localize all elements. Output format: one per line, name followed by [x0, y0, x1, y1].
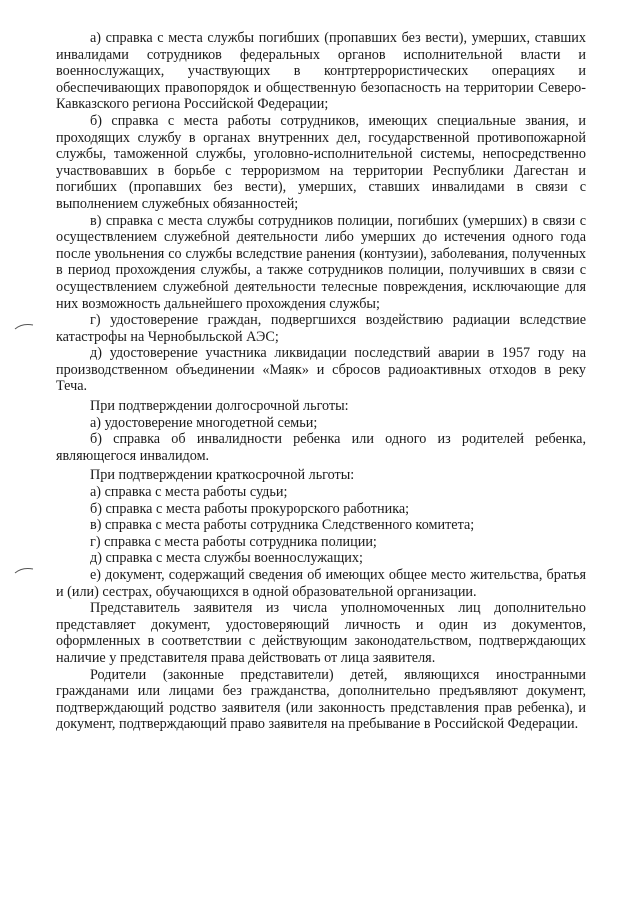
- paragraph-d-mayak: д) удостоверение участника ликвидации последствий аварии в 1957 году на производственном объединении «Маяк» и сбросов радиоактивных отходов в реку Теча.: [56, 345, 586, 395]
- list-item-prosecutor: б) справка с места работы прокурорского работника;: [90, 500, 410, 517]
- paragraph-b-dagestan: б) справка с места работы сотрудников, имеющих специальные звания, и проходящих службу в органах внутренних дел, государственной противопожарной службы, таможенной службы, уголовно-исполнительной системы, непосредственно участвовавших в борьбе с терроризмом на территории Республики Дагестан и погибших (пропавших без вести), умерших, ставших инвалидами в связи с выполнением служебных обязанностей;: [56, 112, 586, 212]
- margin-mark: [14, 322, 34, 330]
- list-item-military: д) справка с места службы военнослужащих;: [90, 550, 363, 567]
- list-item-judge: а) справка с места работы судьи;: [90, 484, 288, 501]
- list-item-siblings: е) документ, содержащий сведения об имеющих общее место жительства, братья и (или) сестрах, обучающихся в одной образовательной организации.: [56, 567, 586, 600]
- paragraph-a-north-caucasus: а) справка с места службы погибших (пропавших без вести), умерших, ставших инвалидами сотрудников федеральных органов исполнительной власти и военнослужащих, участвующих в контртеррористических операциях и обеспечивающих правопорядок и общественную безопасность на территории Северо-Кавказского региона Российской Федерации;: [56, 30, 586, 113]
- margin-mark: [14, 566, 34, 574]
- list-item-investigative-committee: в) справка с места работы сотрудника Следственного комитета;: [90, 517, 475, 534]
- list-item-police-officer: г) справка с места работы сотрудника полиции;: [90, 533, 377, 550]
- paragraph-foreign-citizens: Родители (законные представители) детей, являющихся иностранными гражданами или лицами без гражданства, дополнительно предъявляют документ, подтверждающий родство заявителя (или законность представления прав ребенка), и документ, подтверждающий право заявителя на пребывание в Российской Федерации.: [56, 666, 586, 733]
- document-page: [56, 30, 586, 733]
- heading-short-term-benefit: При подтверждении краткосрочной льготы:: [90, 467, 355, 484]
- paragraph-g-chernobyl: г) удостоверение граждан, подвергшихся воздействию радиации вследствие катастрофы на Чернобыльской АЭС;: [56, 312, 586, 345]
- paragraph-v-police: в) справка с места службы сотрудников полиции, погибших (умерших) в связи с осуществлением служебной деятельности либо умерших до истечения одного года после увольнения со службы вследствие ранения (контузии), заболевания, полученных в период прохождения службы, а также сотрудников полиции, получивших в связи с осуществлением служебной деятельности телесные повреждения, исключающие для них возможность дальнейшего прохождения службы;: [56, 212, 586, 312]
- paragraph-representative: Представитель заявителя из числа уполномоченных лиц дополнительно представляет документ, удостоверяющий личность и один из документов, оформленных в соответствии с действующим законодательством, подтверждающих наличие у представителя права действовать от лица заявителя.: [56, 600, 586, 666]
- heading-long-term-benefit: При подтверждении долгосрочной льготы:: [90, 398, 349, 415]
- list-item-large-family: а) удостоверение многодетной семьи;: [90, 414, 318, 431]
- list-item-disability: б) справка об инвалидности ребенка или одного из родителей ребенка, являющегося инвалидом.: [56, 431, 586, 464]
